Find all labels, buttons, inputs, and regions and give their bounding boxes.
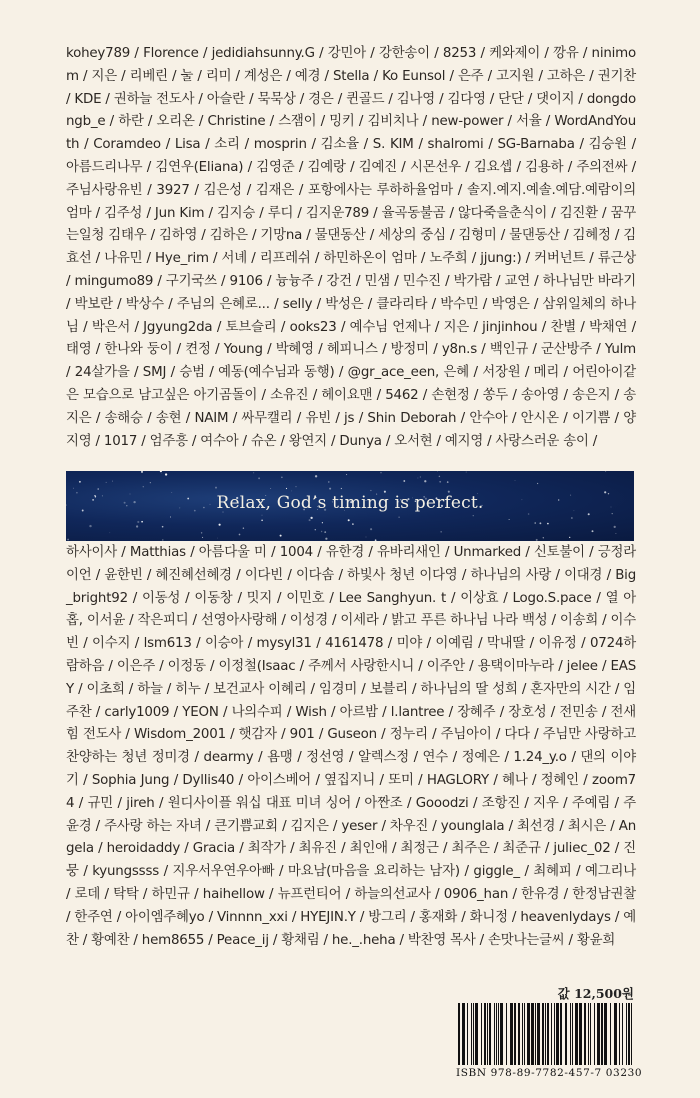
star: [112, 481, 113, 482]
barcode-bar: [522, 1003, 523, 1065]
star: [324, 531, 326, 533]
star: [612, 513, 613, 514]
star: [239, 534, 241, 536]
star: [466, 472, 467, 473]
star: [592, 530, 594, 532]
star: [424, 480, 426, 482]
barcode-bar: [494, 1003, 495, 1065]
barcode-bar: [575, 1003, 578, 1065]
star: [292, 491, 293, 492]
star: [253, 473, 254, 474]
star: [366, 537, 367, 538]
barcode-bar: [498, 1003, 499, 1065]
barcode-bar: [510, 1003, 513, 1065]
star: [310, 517, 312, 519]
barcode-bar: [628, 1003, 630, 1065]
star: [352, 523, 354, 525]
star: [162, 526, 164, 528]
star: [106, 482, 107, 483]
barcode-bar: [500, 1003, 503, 1065]
star: [258, 477, 260, 479]
star: [329, 488, 331, 490]
star: [534, 522, 536, 524]
star: [243, 527, 244, 528]
star: [280, 535, 282, 537]
star: [170, 516, 171, 517]
star: [286, 488, 287, 489]
star: [137, 521, 139, 523]
star: [380, 472, 381, 473]
barcode-bar: [601, 1003, 603, 1065]
star: [509, 519, 510, 520]
star: [537, 483, 538, 484]
barcode-bar: [484, 1003, 486, 1065]
contributor-names-top: kohey789 / Florence / jedidiahsunny.G / 강민아 / 강한송이 / 8253 / 케와제이 / 깡유 / ninimom / 지은 / 리베린 / 눌 / 리미 / 계성은 / 예경 / Stella / Ko Eunsol / 은주 / 고지원 / 고하은 / 권기찬 / KDE / 권하늘 전도사 / 아슬란 / 묵묵상 / 경은 / 퀸골드 / 김나영 / 김다영 / 단단 / 댓이지 / dongdongb_e / 하란 / 오리온 / Christine / 스잼이 / 밍키 / 김비치나 / new-power / 서율 / WordAndYouth / Coramdeo / Lisa / 소리 / mosprin / 김소율 / S. KIM / shalromi / SG-Barnaba / 김승원 / 아름드리나무 / 김연우(Eliana) / 김영준 / 김예랑 / 김예진 / 시몬선우 / 김요셉 / 김용하 / 주의전싸 / 주님사랑유빈 / 3927 / 김은성 / 김재은 / 포항에사는 루하하율엄마 / 솔지.예지.예솔.예담.예람이의 엄마 / 김주성 / Jun Kim / 김지승 / 루디 / 김지운789 / 율곡동불곰 / 않다죽을춘식이 / 김진환 / 꿈꾸는일청 김태우 / 김하영 / 김하은 / 기망na / 물댄동산 / 세상의 중심 / 김형미 / 물댄동산 / 김혜정 / 김효선 / 나유민 / Hye_rim / 서녜 / 리프레쉬 / 하민하온이 엄마 / 노주희 / jjung:) / 커버넌트 / 류근상 / mingumo89 / 구기국쓰 / 9106 / 늉늉주 / 강건 / 민샘 / 민수진 / 박가람 / 교연 / 하나님만 바라기 / 박보란 / 박상수 / 주님의 은혜로... / selly / 박성은 / 클라리타 / 박수민 / 박영은 / 삼위일체의 하나님 / 박은서 / Jgyung2da / 토브슬리 / ooks23 / 예수님 언제나 / 지은 / jinjinhou / 찬별 / 박채연 / 태영 / 한나와 둥이 / 켠정 / Young / 박혜영 / 헤피니스 / 방정미 / y8n.s / 백인규 / 군산방주 / Yulm / 24살가을 / SMJ / 승범 / 예동(예수님과 동행) / @gr_ace_een, 은혜 / 서장원 / 메리 / 어린아이같은 모습으로 남고싶은 아기곰돌이 / 소유진 / 헤이요맨 / 5462 / 손현정 / 쏭두 / 송아영 / 송은지 / 송지은 / 송해승 / 송현 / NAIM / 싸무캘리 / 유빈 / js / Shin Deborah / 안수아 / 안시온 / 이기쁨 / 양지영 / 1017 / 엄주흥 / 여수아 / 슈온 / 왕연지 / Dunya / 오서현 / 예지영 / 사랑스러운 송이 /: [66, 46, 636, 449]
star: [141, 521, 143, 523]
star: [217, 538, 218, 539]
barcode-bar: [590, 1003, 591, 1065]
barcode-bar: [524, 1003, 525, 1065]
star: [614, 526, 616, 528]
barcode-bar: [604, 1003, 607, 1065]
star: [571, 517, 572, 518]
star: [605, 471, 606, 472]
star: [447, 481, 449, 483]
star: [437, 471, 438, 472]
star: [420, 476, 421, 477]
barcode-bar: [489, 1003, 491, 1065]
star: [341, 488, 342, 489]
star: [325, 538, 327, 540]
star: [162, 539, 163, 540]
star: [79, 481, 81, 483]
barcode-bar: [518, 1003, 520, 1065]
star: [150, 482, 151, 483]
contributor-names-bottom: 하사이사 / Matthias / 아름다울 미 / 1004 / 유한경 / 유바리새인 / Unmarked / 신토불이 / 긍정라이언 / 윤한빈 / 혜진혜선혜경 / 이다빈 / 이다솜 / 하빛사 청년 이다영 / 하나님의 사랑 / 이대경 / Big_bright92 / 이동성 / 이동창 / 밋지 / 이민호 / Lee Sanghyun. t / 이상효 / Logo.S.pace / 열 아홉, 이서윤 / 작은피디 / 선영아사랑해 / 이성경 / 이세라 / 밝고 푸른 하나님 나라 백성 / 이송희 / 이수빈 / 이수지 / lsm613 / 이승아 / mysyl31 / 4161478 / 미야 / 이예림 / 막내딸 / 이유정 / 0724하람하음 / 이은주 / 이정동 / 이정철(Isaac / 주께서 사랑한시니 / 이주안 / 용택이마누라 / jelee / EASY / 이초희 / 하늘 / 히누 / 보건교사 이혜리 / 임경미 / 보블리 / 하나님의 딸 성희 / 혼자만의 시간 / 임주찬 / carly1009 / YEON / 나의수피 / Wish / 아르밤 / l.lantree / 장혜주 / 장호성 / 전민송 / 전새힘 전도사 / Wisdom_2001 / 햇감자 / 901 / Guseon / 정누리 / 주님아이 / 다다 / 주님만 사랑하고 찬양하는 청년 정미경 / dearmy / 욤맹 / 정선영 / 알렉스정 / 연수 / 정예은 / 1.24_y.o / 댄의 이야기 / Sophia Jung / Dyllis40 / 아이스베어 / 옆집지니 / 또미 / HAGLORY / 혜나 / 정혜인 / zoom74 / 규민 / jireh / 원디사이플 워십 대표 미녀 싱어 / 아짠조 / Gooodzi / 조항진 / 지우 / 주예림 / 주윤경 / 주사랑 하는 자녀 / 큰기쁨교회 / 김지은 / yeser / 차우진 / younglala / 최선경 / 최시은 / Angela / heroidaddy / Gracia / 최작가 / 최유진 / 최인애 / 최정근 / 최주은 / 최준규 / juliec_02 / 진뭉 / kyungssss / 지우서우연우아빠 / 마요남(마음을 요리하는 남자) / giggle_ / 최혜피 / 예그리나 / 로데 / 탁탁 / 하민규 / haihellow / 뉴프런티어 / 하늘의선교사 / 0906_han / 한유경 / 한정남권찰 / 한주연 / 아이엠주혜yo / Vinnnn_xxi / HYEJIN.Y / 방그리 / 홍재화 / 화니정 / heavenlydays / 예찬 / 황예찬 / hem8655 / Peace_ij / 황채림 / he._.heha / 박찬영 목사 / 손맛나는글씨 / 황윤희: [66, 545, 636, 948]
barcode-bar: [570, 1003, 571, 1065]
star: [281, 477, 283, 479]
barcode-bar: [487, 1003, 488, 1065]
star: [309, 519, 311, 521]
star: [615, 533, 616, 534]
star: [295, 486, 296, 487]
star: [89, 525, 91, 527]
star: [219, 524, 221, 526]
star: [539, 522, 541, 524]
barcode-bar: [622, 1003, 623, 1065]
barcode-bar: [496, 1003, 497, 1065]
barcode-bar: [473, 1003, 474, 1065]
barcode-bar: [565, 1003, 567, 1065]
barcode-bar: [614, 1003, 617, 1065]
barcode-bar: [475, 1003, 478, 1065]
star: [215, 487, 217, 489]
starry-banner: [66, 471, 634, 541]
barcode-bar: [506, 1003, 507, 1065]
star: [370, 490, 371, 491]
star: [136, 525, 138, 527]
star: [346, 474, 347, 475]
barcode-bar: [556, 1003, 559, 1065]
barcode-bar: [619, 1003, 620, 1065]
barcode-bar: [579, 1003, 582, 1065]
barcode-bar: [594, 1003, 595, 1065]
star: [543, 537, 544, 538]
barcode-bar: [626, 1003, 627, 1065]
star: [439, 481, 441, 483]
star: [528, 513, 530, 515]
star: [441, 531, 442, 532]
star: [588, 513, 590, 515]
star: [315, 475, 317, 477]
barcode: [456, 1003, 636, 1069]
banner-quote: Relax, God’s timing is perfect.: [216, 493, 484, 513]
barcode-bar: [527, 1003, 530, 1065]
barcode-bar: [531, 1003, 534, 1065]
barcode-bar: [462, 1003, 465, 1065]
star: [165, 473, 167, 475]
barcode-bar: [547, 1003, 549, 1065]
barcode-bar: [560, 1003, 562, 1065]
star: [328, 481, 329, 482]
star: [348, 519, 350, 521]
barcode-bar: [458, 1003, 460, 1065]
price-label: 값 12,500원: [557, 986, 634, 1001]
star: [321, 531, 322, 532]
star: [515, 480, 516, 481]
star: [143, 486, 144, 487]
star: [201, 532, 202, 533]
barcode-bar: [572, 1003, 573, 1065]
star: [547, 523, 549, 525]
star: [569, 537, 570, 538]
barcode-bar: [551, 1003, 552, 1065]
star: [403, 480, 405, 482]
barcode-bar: [514, 1003, 516, 1065]
isbn-number: ISBN 978-89-7782-457-7 03230: [456, 1067, 643, 1079]
star: [536, 539, 538, 541]
star: [73, 488, 74, 489]
star: [67, 539, 69, 541]
barcode-bar: [610, 1003, 611, 1065]
barcode-bar: [631, 1003, 632, 1065]
star: [322, 522, 323, 523]
barcode-bar: [584, 1003, 586, 1065]
star: [439, 476, 441, 478]
barcode-bar: [542, 1003, 544, 1065]
star: [375, 539, 377, 541]
star: [97, 488, 99, 490]
star: [261, 520, 263, 522]
barcode-bar: [467, 1003, 468, 1065]
star: [473, 515, 474, 516]
star: [270, 488, 271, 489]
barcode-bar: [554, 1003, 555, 1065]
barcode-bar: [545, 1003, 546, 1065]
barcode-bar: [481, 1003, 482, 1065]
star: [262, 515, 263, 516]
star: [160, 471, 162, 472]
barcode-bar: [471, 1003, 472, 1065]
star: [109, 532, 110, 533]
star: [398, 517, 399, 518]
star: [315, 529, 316, 530]
star: [418, 478, 419, 479]
star: [161, 473, 162, 474]
barcode-bar: [535, 1003, 536, 1065]
star: [370, 528, 372, 530]
star: [202, 537, 203, 538]
barcode-bar: [588, 1003, 589, 1065]
barcode-bar: [597, 1003, 600, 1065]
star: [141, 471, 143, 473]
barcode-bar: [537, 1003, 540, 1065]
